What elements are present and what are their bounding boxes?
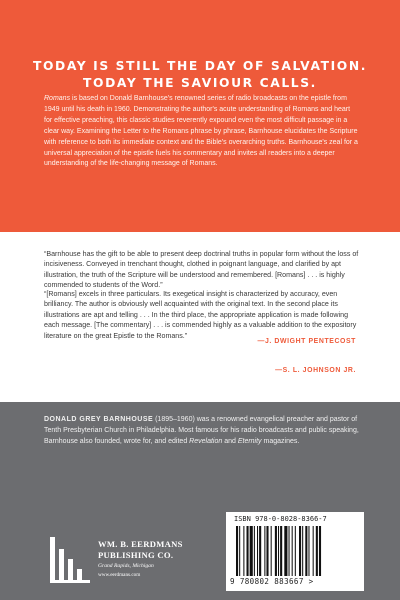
book-description-text: is based on Donald Barnhouse's renowned series of radio broadcasts on the epistle from 1949 until his death in 1960. Demonstrating the author's acute understanding of Romans and heart for effective preaching, this classic studies reverently expound even the most difficult passage in a clear way. Examining the Letter to the Romans phrase by phrase, Barnhouse elucidates the Scripture with reference to both its immediate context and the Bible's overarching truths. Barnhouse's zeal for a universal appreciation of the epistle fuels his commentary and invites all readers into a deeper understanding of the life-changing message of Romans. — [44, 95, 358, 168]
top-panel — [0, 0, 400, 232]
endorsement-quote-2: “[Romans] excels in three particulars. Its exegetical insight is characterized by accuracy, even brilliancy. The author is obviously well acquainted with the original text. In the second place its illustrations are apt and telling . . . In the third place, the appropriate application is made following each message. [The commentary] . . . is commended highly as a valuable addition to the expository literature on the great Epistle to the Romans.” — [44, 290, 357, 340]
isbn-text: ISBN 978-0-8028-8366-7 — [234, 515, 327, 523]
magazine-eternity: Eternity — [237, 437, 262, 445]
barcode — [226, 512, 364, 591]
author-bio-text-1: (1895–1960) was a renowned evangelical preacher and pastor of Tenth Presbyterian Church in Philadelphia. Most famous for his radio broadcasts and public speaking, Barnhouse also founded, wrote for, and edited — [44, 416, 359, 445]
endorsement-quote-1: “Barnhouse has the gift to be able to present deep doctrinal truths in popular form without the loss of incisiveness. Conveyed in trenchant thought, clothed in poignant language, and clarified by apt illustration, the truth of the Scripture will be understood and remembered. [Romans] . . . is highly commended to students of the Word.” — [44, 250, 359, 290]
publisher-url: www.eerdmans.com — [98, 572, 141, 578]
barcode-number: 9 780802 883667 > — [230, 577, 314, 586]
author-name: DONALD GREY BARNHOUSE — [44, 416, 154, 423]
book-description — [44, 94, 359, 170]
endorsement-attribution-2: —S. L. JOHNSON JR. — [275, 367, 356, 374]
publisher-name-line-1: WM. B. EERDMANS — [98, 539, 183, 549]
author-bio-text-2: and — [222, 437, 238, 445]
bottom-panel — [0, 402, 400, 600]
headline-line-1: TODAY IS STILL THE DAY OF SALVATION. — [32, 59, 368, 73]
publisher-block — [44, 517, 206, 593]
eerdmans-logo-icon — [50, 537, 90, 583]
publisher-city: Grand Rapids, Michigan — [98, 563, 154, 569]
book-title-italic: Romans — [44, 95, 71, 102]
endorsement-attribution-1: —J. DWIGHT PENTECOST — [257, 338, 356, 345]
author-bio — [44, 415, 362, 447]
magazine-revelation: Revelation — [189, 437, 223, 445]
headline-line-2: TODAY THE SAVIOUR CALLS. — [83, 76, 317, 90]
author-bio-text-3: magazines. — [261, 437, 300, 445]
endorsements-panel — [0, 232, 400, 402]
barcode-bars — [236, 526, 356, 576]
headline — [20, 58, 380, 92]
publisher-name-line-2: PUBLISHING CO. — [98, 550, 174, 560]
publisher-name — [98, 539, 183, 561]
